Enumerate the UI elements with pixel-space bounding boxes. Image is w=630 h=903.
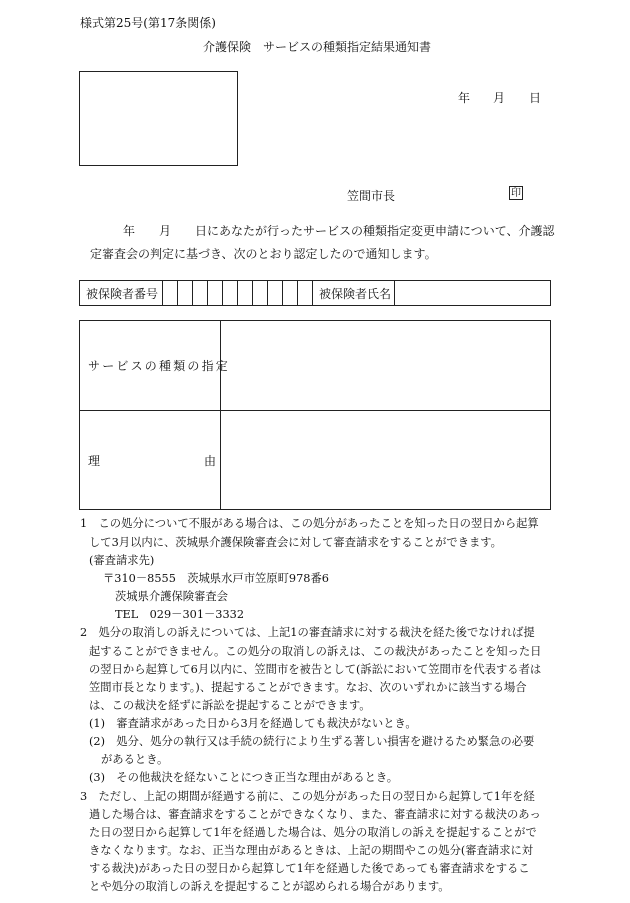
- reason-label-left: 理: [88, 454, 101, 468]
- insured-number-digit[interactable]: [298, 281, 313, 305]
- note-line: して3月以内に、茨城県介護保険審査会に対して審査請求をすることができます。: [89, 536, 502, 549]
- insured-number-digit[interactable]: [283, 281, 298, 305]
- note-line: 茨城県介護保険審査会: [115, 590, 228, 603]
- insured-number-digit[interactable]: [208, 281, 223, 305]
- insured-number-digit[interactable]: [238, 281, 253, 305]
- insured-number-digit[interactable]: [223, 281, 238, 305]
- note-line: (審査請求先): [89, 554, 155, 567]
- date-year-label: 年: [458, 91, 471, 105]
- note-line: 起することができません。この処分の取消しの訴えは、この裁決があったことを知った日: [89, 645, 542, 658]
- insured-number-digit[interactable]: [268, 281, 283, 305]
- note-line: 2 処分の取消しの訴えについては、上記1の審査請求に対する裁決を経た後でなければ提: [80, 626, 535, 639]
- note-line: 過した場合は、審査請求をすることができなくなり、また、審査請求に対する裁決のあっ: [89, 808, 541, 821]
- note-line: た日の翌日から起算して1年を経過した場合は、処分の取消しの訴えを提起することがで: [89, 826, 537, 839]
- note-line: 笠間市長となります。)、提起することができます。なお、次のいずれかに該当する場合: [89, 681, 527, 694]
- note-line: 3 ただし、上記の期間が経過する前に、この処分があった日の翌日から起算して1年を経: [80, 790, 535, 803]
- note-line: 1 この処分について不服がある場合は、この処分があったことを知った日の翌日から起算: [80, 517, 539, 530]
- reason-label-right: 由: [204, 454, 217, 468]
- date-month-label: 月: [493, 91, 506, 105]
- insured-name-field[interactable]: [395, 281, 550, 305]
- note-line: があるとき。: [101, 753, 169, 766]
- insured-name-label: 被保険者氏名: [313, 281, 395, 305]
- date-day-label: 日: [529, 91, 542, 105]
- insured-number-label: 被保険者番号: [80, 281, 163, 305]
- note-line: する裁決)があった日の翌日から起算して1年を経過した後であっても審査請求をするこ: [89, 862, 530, 875]
- insured-info-table: [79, 280, 551, 306]
- form-number: 様式第25号(第17条関係): [80, 16, 216, 30]
- table-divider: [80, 410, 550, 411]
- note-line: TEL 029－301－3332: [115, 608, 245, 621]
- document-title: 介護保険 サービスの種類指定結果通知書: [203, 40, 432, 54]
- note-line: とや処分の取消しの訴えを提起することが認められる場合があります。: [89, 880, 450, 893]
- service-designation-table: [79, 320, 551, 510]
- note-line: きなくなります。なお、正当な理由があるときは、上記の期間やこの処分(審査請求に対: [89, 844, 534, 857]
- note-line: は、この裁決を経ずに訴訟を提起することができます。: [89, 699, 371, 712]
- note-line: の翌日から起算して6月以内に、笠間市を被告として(訴訟において笠間市を代表する者は: [89, 663, 542, 676]
- recipient-address-box: [79, 71, 238, 166]
- intro-line-1: 年 月 日にあなたが行ったサービスの種類指定変更申請について、介護認: [123, 224, 555, 238]
- service-type-label: サービスの種類の指定: [88, 359, 231, 373]
- insured-number-digit[interactable]: [253, 281, 268, 305]
- note-line: (1) 審査請求があった日から3月を経過しても裁決がないとき。: [89, 717, 417, 730]
- seal-mark: 印: [511, 188, 521, 199]
- insured-number-digit[interactable]: [193, 281, 208, 305]
- table-divider: [220, 321, 221, 509]
- note-line: 〒310－8555 茨城県水戸市笠原町978番6: [103, 572, 329, 585]
- note-line: (2) 処分、処分の執行又は手続の続行により生ずる著しい損害を避けるため緊急の必要: [89, 735, 535, 748]
- issuer-mayor: 笠間市長: [347, 189, 396, 203]
- intro-line-2: 定審査会の判定に基づき、次のとおり認定したので通知します。: [90, 247, 437, 261]
- insured-number-digit[interactable]: [163, 281, 178, 305]
- note-line: (3) その他裁決を経ないことにつき正当な理由があるとき。: [89, 771, 399, 784]
- insured-number-digit[interactable]: [178, 281, 193, 305]
